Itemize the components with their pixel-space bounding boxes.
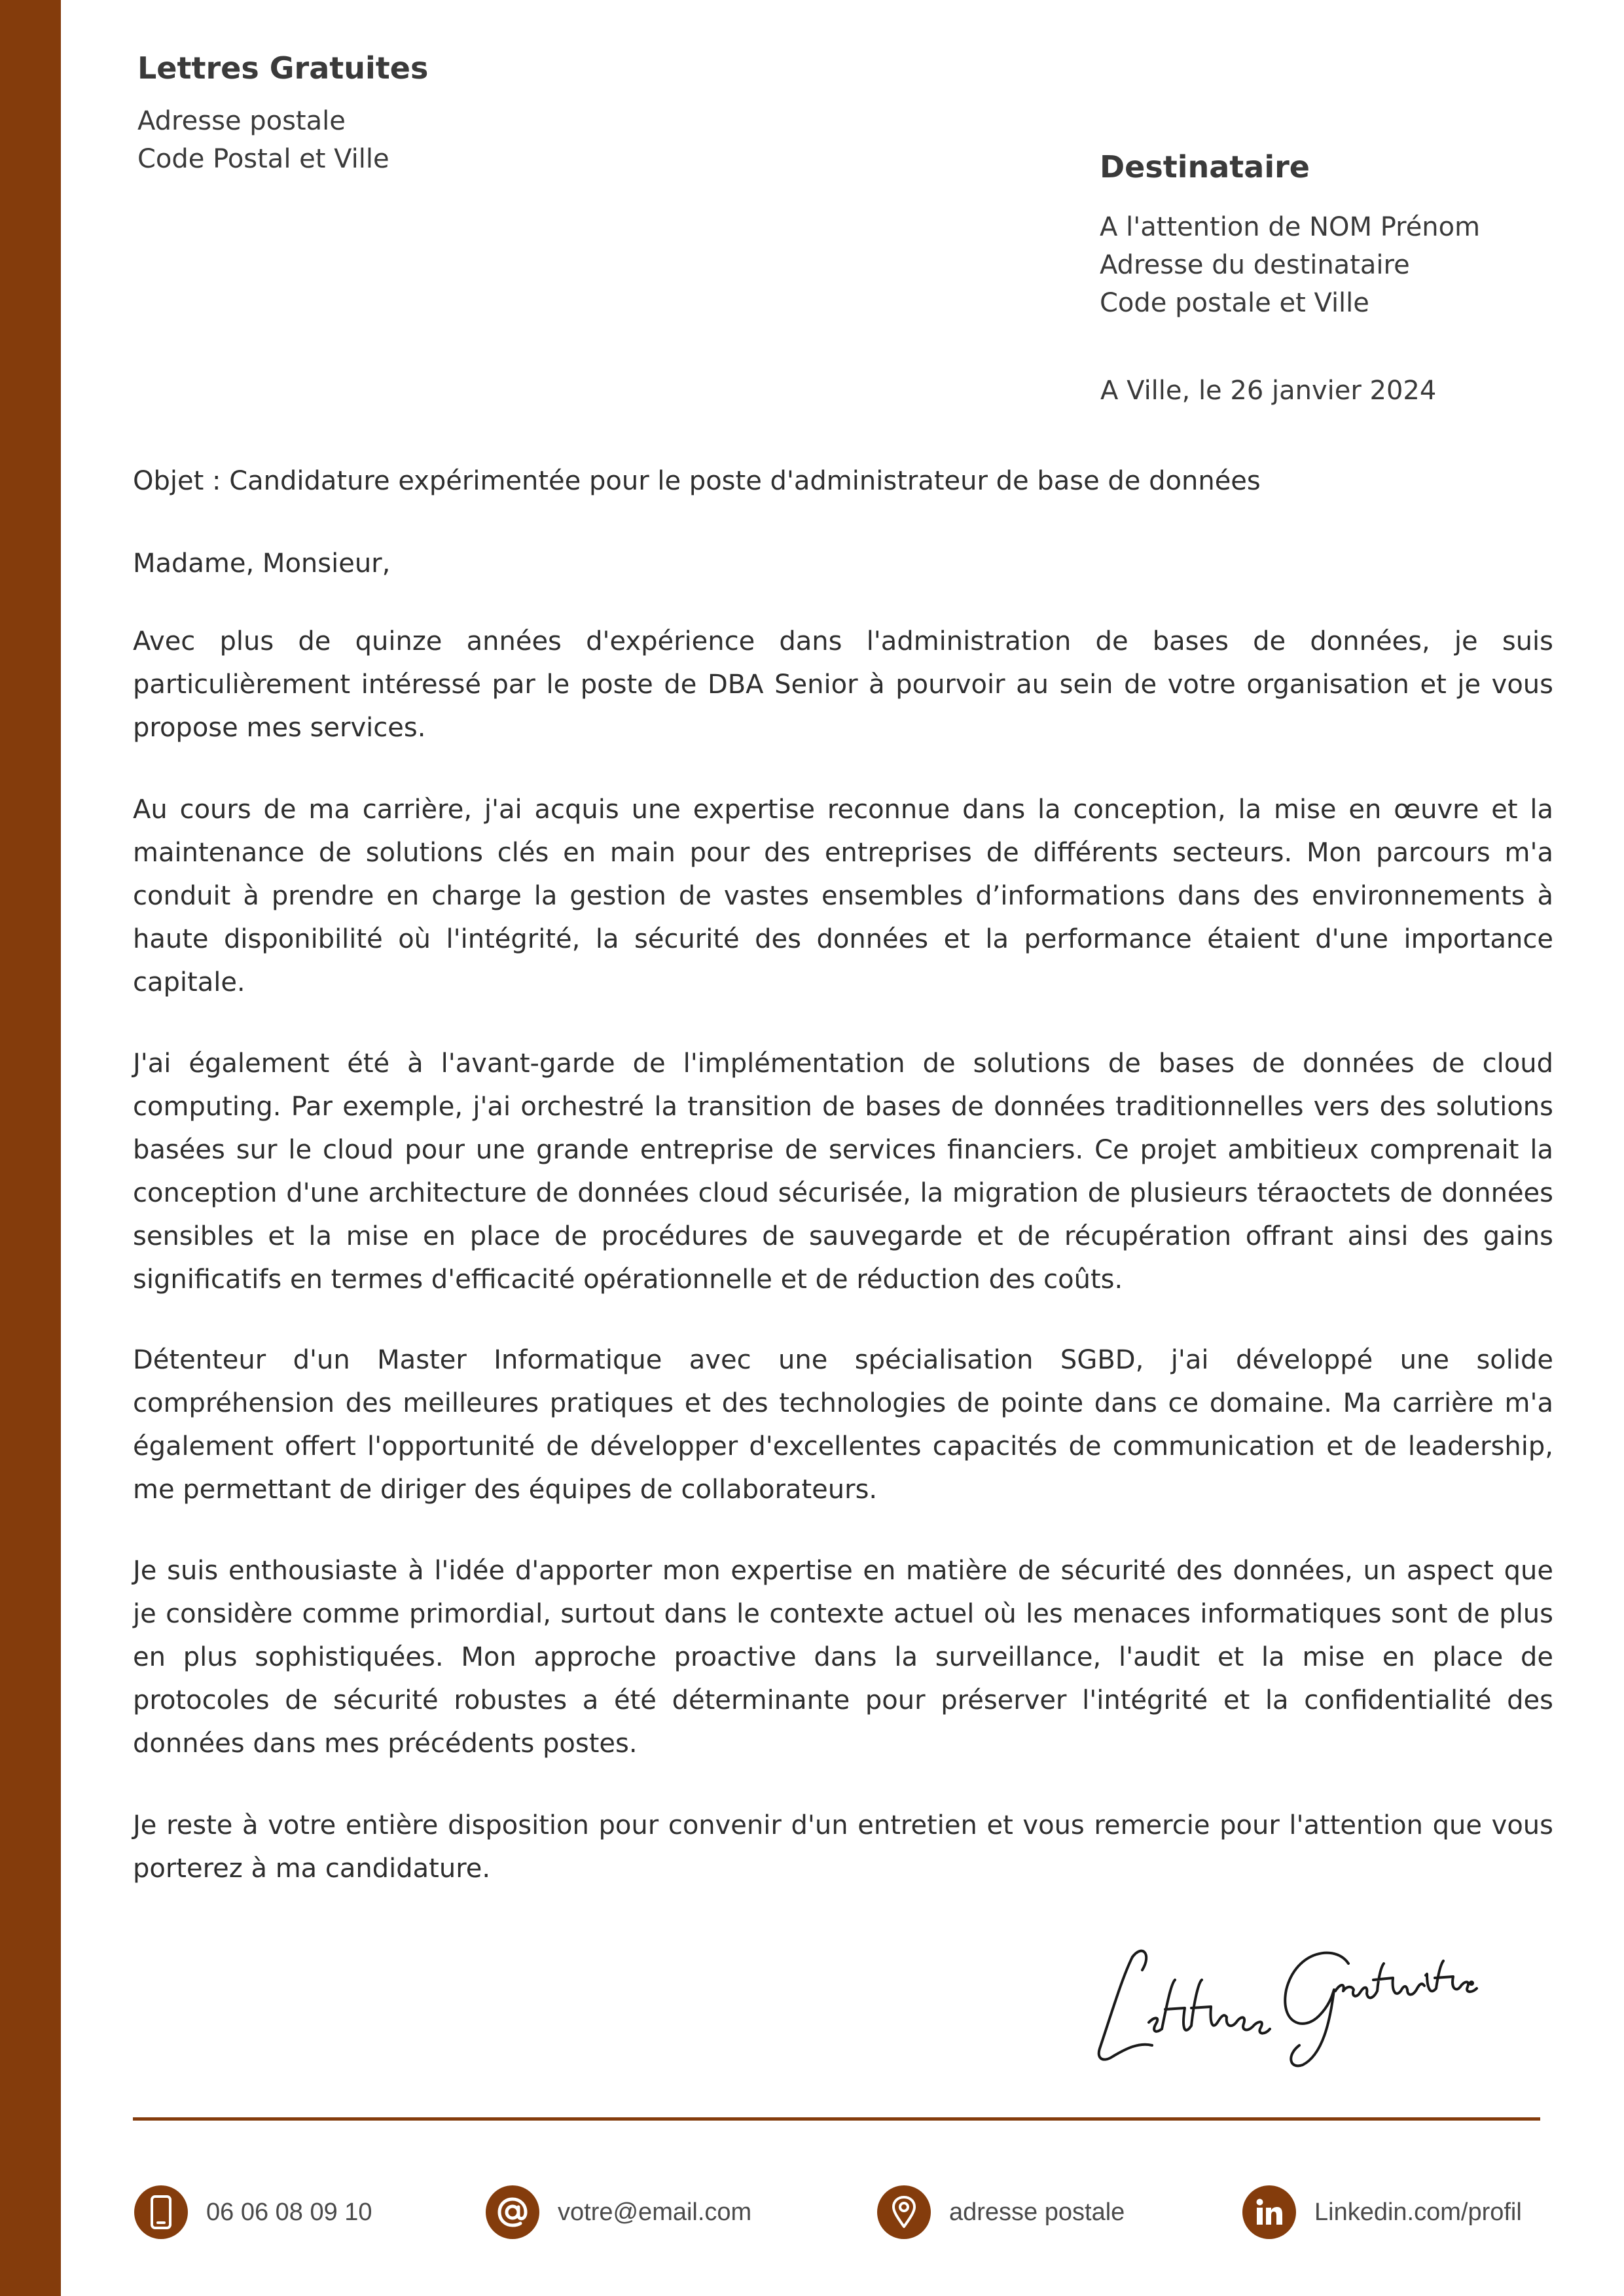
phone-number: 06 06 08 09 10 <box>206 2198 372 2226</box>
letter-paragraph: Détenteur d'un Master Informatique avec une spécialisation SGBD, j'ai développé une solide compréhension des meilleures pratiques et des technologies de pointe dans ce domaine. Ma carrière m'a également offert l'opportunité de développer d'excellentes capacités de communication et de leadership, me permettant de diriger des équipes de collaborateurs. <box>133 1345 1553 1505</box>
footer-email[interactable] <box>486 2183 751 2242</box>
recipient-attention: A l'attention de NOM Prénom <box>1100 212 1481 242</box>
sender-name: Lettres Gratuites <box>137 50 429 86</box>
letter-paragraph: Au cours de ma carrière, j'ai acquis une expertise reconnue dans la conception, la mise en œuvre et la maintenance de solutions clés en main pour des entreprises de différents secteurs. Mon parcours m'a conduit à prendre en charge la gestion de vastes ensembles d’informations dans des environnements à haute disponibilité où l'intégrité, la sécurité des données et la performance étaient d'une importance capitale. <box>133 795 1553 997</box>
phone-icon <box>134 2185 188 2239</box>
footer-divider <box>133 2117 1540 2121</box>
recipient-title: Destinataire <box>1100 149 1310 185</box>
letter-paragraph: Avec plus de quinze années d'expérience dans l'administration de bases de données, je suis particulièrement intéressé par le poste de DBA Senior à pourvoir au sein de votre organisation et je vous propose mes services. <box>133 626 1553 743</box>
sender-address: Adresse postale <box>137 106 346 136</box>
recipient-block <box>1100 145 1480 322</box>
side-accent-bar <box>0 0 61 2296</box>
letter-date: A Ville, le 26 janvier 2024 <box>1100 376 1437 406</box>
email-address[interactable]: votre@email.com <box>558 2198 752 2226</box>
footer-phone <box>134 2183 372 2242</box>
sender-city: Code Postal et Ville <box>137 144 389 174</box>
handwritten-signature <box>1087 1918 1479 2081</box>
letter-subject: Objet : Candidature expérimentée pour le poste d'administrateur de base de données <box>133 466 1261 496</box>
footer-linkedin[interactable] <box>1242 2183 1522 2242</box>
postal-address: adresse postale <box>949 2198 1125 2226</box>
linkedin-icon <box>1242 2185 1296 2239</box>
footer-address <box>877 2183 1125 2242</box>
letter-paragraph: Je reste à votre entière disposition pour convenir d'un entretien et vous remercie pour l'attention que vous porterez à ma candidature. <box>133 1810 1553 1884</box>
at-icon <box>486 2185 539 2239</box>
letter-paragraph: J'ai également été à l'avant-garde de l'implémentation de solutions de bases de données de cloud computing. Par exemple, j'ai orchestré la transition de bases de données traditionnelles vers des solutions basées sur le cloud pour une grande entreprise de services financiers. Ce projet ambitieux comprenait la conception d'une architecture de données cloud sécurisée, la migration de plusieurs téraoctets de données sensibles et la mise en place de procédures de sauvegarde et de récupération offrant ainsi des gains significatifs en termes d'efficacité opérationnelle et de réduction des coûts. <box>133 1049 1553 1295</box>
recipient-city: Code postale et Ville <box>1100 288 1369 318</box>
linkedin-url[interactable]: Linkedin.com/profil <box>1314 2198 1522 2226</box>
letter-paragraph: Je suis enthousiaste à l'idée d'apporter mon expertise en matière de sécurité des données, un aspect que je considère comme primordial, surtout dans le contexte actuel où les menaces informatiques sont de plus en plus sophistiquées. Mon approche proactive dans la surveillance, l'audit et la mise en place de protocoles de sécurité robustes a été déterminante pour préserver l'intégrité et la confidentialité des données dans mes précédents postes. <box>133 1556 1553 1759</box>
location-pin-icon <box>877 2185 931 2239</box>
letter-greeting: Madame, Monsieur, <box>133 548 391 579</box>
sender-block <box>137 46 428 178</box>
recipient-address: Adresse du destinataire <box>1100 250 1410 280</box>
